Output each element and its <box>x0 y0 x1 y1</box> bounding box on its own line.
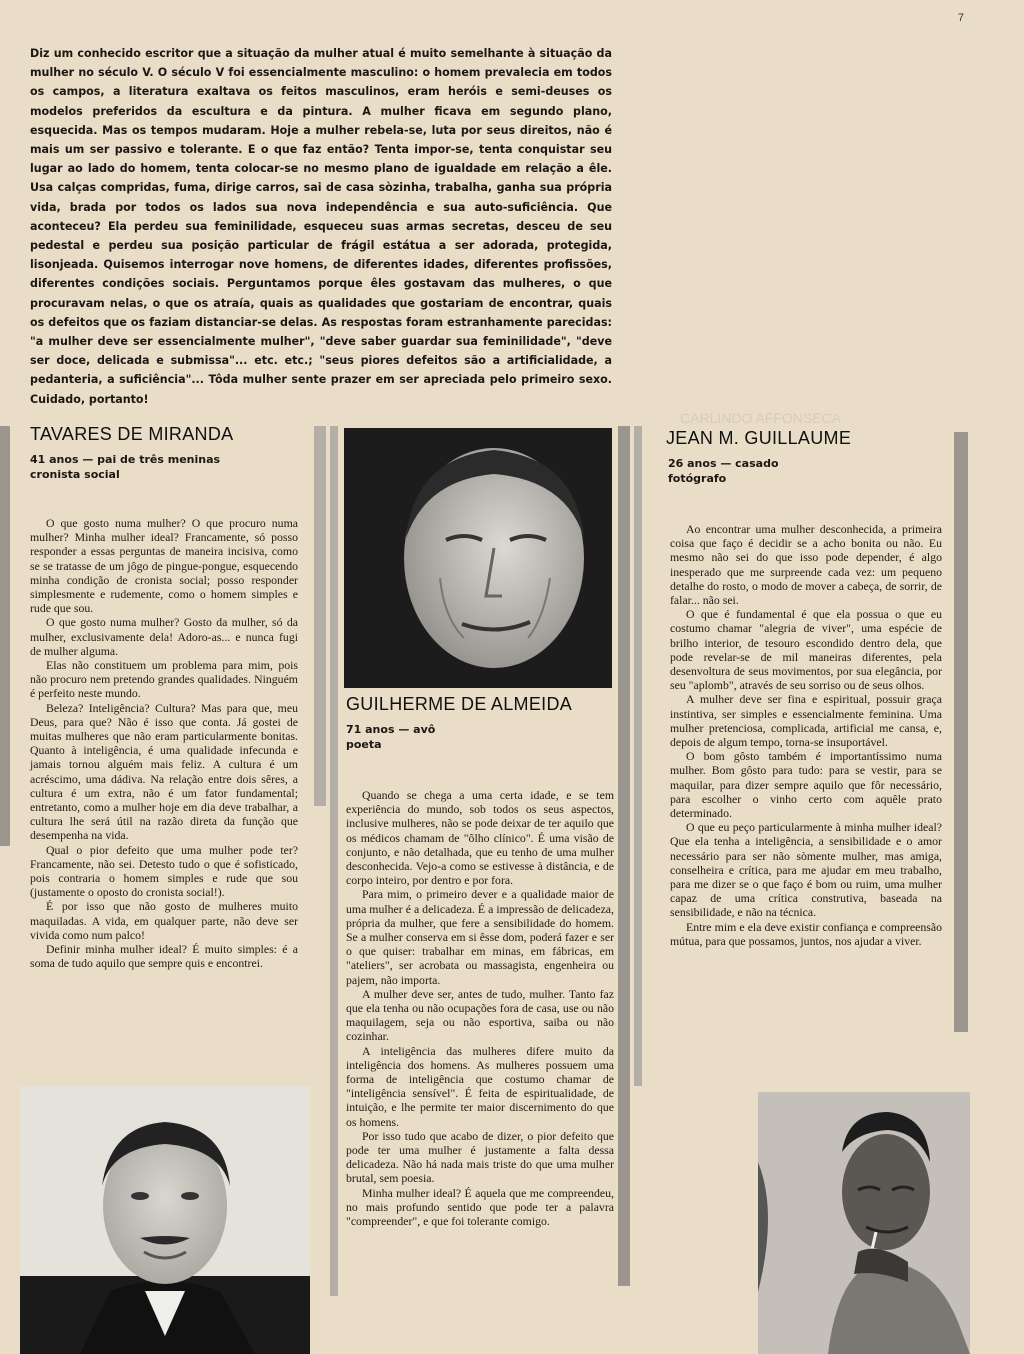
paragraph: O que gosto numa mulher? O que procuro numa mulher? Minha mulher ideal? Francamente, só posso responder a essas perguntas de maneira incisiva, como se se tratasse de um jôgo de pingue-pongue, esquecendo minha condição de cronista social; posso responder simplesmente e rudemente, como o homem simples e rude que sou. <box>30 516 298 616</box>
interview-text <box>670 522 942 948</box>
page-number: 7 <box>957 12 964 24</box>
paragraph: Elas não constituem um problema para mim, pois não procuro nem pretendo grandes qualidades. Ninguém é perfeito neste mundo. <box>30 658 298 701</box>
interviewee-meta <box>346 722 606 752</box>
interviewee-name: JEAN M. GUILLAUME <box>666 428 852 448</box>
interview-text <box>346 788 614 1228</box>
interviewee-meta <box>30 452 290 482</box>
paragraph: Por isso tudo que acabo de dizer, o pior defeito que pode ter uma mulher é justamente a falta dessa delicadeza. Não há nada mais triste do que uma mulher brutal, sem poesia. <box>346 1128 614 1186</box>
paragraph: Para mim, o primeiro dever e a qualidade maior de uma mulher é a delicadeza. É a impressão de delicadeza, própria da mulher, que fere a sensibilidade do homem. Se a mulher conserva em si êsse dom, poderá fazer e ser o que quiser: trabalhar em minas, em fábricas, em "ateliers", ser acrobata ou massagista, engenheira ou pajem, não importa. <box>346 887 614 987</box>
intro-paragraph: Diz um conhecido escritor que a situação da mulher atual é muito semelhante à situação da mulher no século V. O século V foi essencialmente masculino: o homem prevalecia em todos os campos, a literatura exaltava os feitos masculinos, eram heróis e semi-deuses os modelos preferidos da escultura e da pintura. A mulher ficava em segundo plano, esquecida. Mas os tempos mudaram. Hoje a mulher rebela-se, luta por seus direitos, não é mais um ser passivo e tolerante. E o que faz então? Tenta impor-se, tenta conquistar seu lugar ao lado do homem, tenta colocar-se no mesmo plano de igualdade em relação a êle. Usa calças compridas, fuma, dirige carros, sai de casa sòzinha, trabalha, ganha sua própria vida, brada por todos os lados sua nova independência e sua auto-suficiência. Que aconteceu? Ela perdeu sua feminilidade, esqueceu suas armas secretas, desceu de seu pedestal e perdeu sua posição particular de frágil estátua a ser adorada, protegida, lisonjeada. Quisemos interrogar nove homens, de diferentes idades, diferentes profissões, diferentes condições sociais. Perguntamos porque êles gostavam das mulheres, o que procuravam nelas, o que os atraía, quais as qualidades que gostariam de encontrar, quais os defeitos que os faziam distanciar-se delas. As respostas foram estranhamente parecidas: "a mulher deve ser essencialmente mulher", "deve saber guardar sua feminilidade", "deve ser doce, delicada e submissa"... etc. etc.; "seus piores defeitos são a artificialidade, a pedanteria, a suficiência"... Tôda mulher sente prazer em ser apreciada pelo primeiro sexo. Cuidado, portanto! <box>30 47 612 406</box>
role-line: cronista social <box>30 468 120 481</box>
role-line: poeta <box>346 738 382 751</box>
paragraph: Minha mulher ideal? É aquela que me compreendeu, no mais profundo sentido que pode ter a palavra "compreender", e que foi tolerante comigo. <box>346 1185 614 1229</box>
paragraph: Ao encontrar uma mulher desconhecida, a primeira coisa que faço é decidir se a acho bonita ou não. Eu mesmo não sei do que isso pode depender, é algo inesperado que me surpreende cada vez: um pequeno detalhe do rosto, o modo de mover a cabeça, de sorrir, de falar... não sei. <box>670 522 942 608</box>
paragraph: Beleza? Inteligência? Cultura? Mas para que, meu Deus, para que? Não é isso que conta. Já gostei de muitas mulheres que não eram particularmente bonitas. Quanto à inteligência, é uma qualidade infecunda e jamais tornou alguém mais feliz. A cultura é um acréscimo, uma dádiva. Na relação entre dois sêres, a cultura é um extra, não é um fator fundamental; entretanto, como a mulher hoje em dia deve trabalhar, a cultura lhe será útil na razão direta da função que desempenha na vida. <box>30 700 298 843</box>
paragraph: Entre mim e ela deve existir confiança e compreensão mútua, para que possamos, juntos, nos ajudar a viver. <box>670 919 942 948</box>
age-line: 26 anos — casado <box>668 457 779 470</box>
paragraph: Definir minha mulher ideal? É muito simples: é a soma de tudo aquilo que sempre quis e encontrei. <box>30 942 298 971</box>
paragraph: A mulher deve ser fina e espiritual, possuir graça instintiva, ser simples e essencialmente feminina. Uma mulher pretenciosa, complicada, artificial me cansa, e, depois de algum tempo, torna-se insuportável. <box>670 692 942 750</box>
column-divider <box>0 426 10 846</box>
column-divider <box>330 426 338 1296</box>
portrait-photo <box>20 1086 310 1354</box>
portrait-photo <box>344 428 612 688</box>
paragraph: O que gosto numa mulher? Gosto da mulher, só da mulher, exclusivamente dela! Adoro-as... e nunca fugi de mulher alguma. <box>30 615 298 658</box>
column-divider <box>618 426 630 1286</box>
role-line: fotógrafo <box>668 472 727 485</box>
paragraph: O que é fundamental é que ela possua o que eu costumo chamar "alegria de viver", uma espécie de brilho interior, de tesouro escondido dentro dela, que pode revelar-se de mil maneiras diferentes, pela desenvoltura de seus movimentos, por sua elegância, por seu "aplomb", através de seu sorriso ou de seus olhos. <box>670 607 942 693</box>
interviewee-meta <box>668 456 928 486</box>
interviewee-name: TAVARES DE MIRANDA <box>30 424 234 444</box>
column-divider <box>634 426 642 1086</box>
interview-text <box>30 516 298 971</box>
interviewee-name: GUILHERME DE ALMEIDA <box>346 694 573 714</box>
paragraph: A inteligência das mulheres difere muito da inteligência dos homens. As mulheres possuem uma forma de inteligência que costumo chamar de "inteligência sensível". É feita de espiritualidade, de intuição, e lhe permite ter maior discernimento do que os homens. <box>346 1043 614 1129</box>
column-divider <box>314 426 326 806</box>
show-through-text: CARLINDO AFFONSECA <box>680 410 842 426</box>
age-line: 71 anos — avô <box>346 723 436 736</box>
portrait-photo <box>758 1092 970 1354</box>
paragraph: O que eu peço particularmente à minha mulher ideal? Que ela tenha a inteligência, a sensibilidade e o amor necessário para ser não sòmente mulher, mas amiga, conselheira e crítica, para me ajudar em meu trabalho, para me dizer se o que faço é bom ou ruim, uma mulher capaz de uma crítica construtiva, baseada na sensibilidade, e não na técnica. <box>670 820 942 920</box>
paragraph: Qual o pior defeito que uma mulher pode ter? Francamente, não sei. Detesto tudo o que é sofisticado, pois contraria o homem simples e rude que sou (justamente o oposto do cronista social!). <box>30 842 298 900</box>
paragraph: O bom gôsto também é importantíssimo numa mulher. Bom gôsto para tudo: para se vestir, para se maquilar, para dizer sempre aquilo que fôr necessário, para escolher o vinho certo com aquêle prato determinado. <box>670 749 942 821</box>
paragraph: É por isso que não gosto de mulheres muito maquiladas. A vida, em qualquer parte, não deve ser vivida como num palco! <box>30 899 298 942</box>
paragraph: Quando se chega a uma certa idade, e se tem experiência do mundo, sob todos os seus aspectos, inclusive mulheres, não se pode deixar de ter aquilo que os médicos chamam de "ôlho clínico". É uma visão de conjunto, e não detalhada, que eu tenho de uma mulher desconhecida. Vejo-a como se estivesse à distância, e de corpo inteiro, por dentro e por fora. <box>346 788 614 888</box>
column-divider <box>954 432 968 1032</box>
paragraph: A mulher deve ser, antes de tudo, mulher. Tanto faz que ela tenha ou não ocupações fora de casa, use ou não maquilagem, seja ou não esportiva, saiba ou não cozinhar. <box>346 986 614 1044</box>
age-line: 41 anos — pai de três meninas <box>30 453 221 466</box>
